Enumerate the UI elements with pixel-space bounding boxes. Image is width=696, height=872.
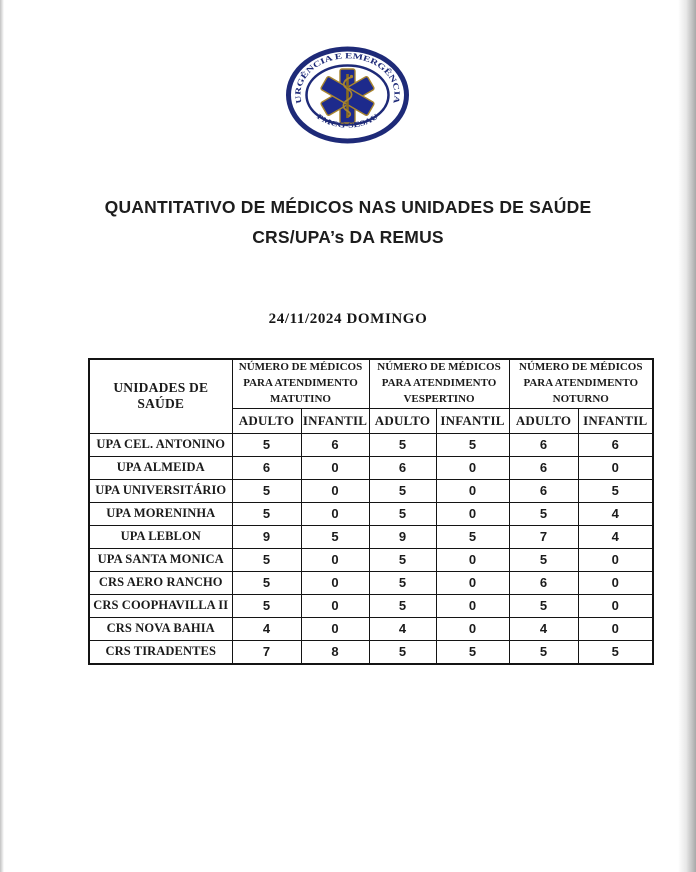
value-matutino-adulto: 5 — [232, 479, 301, 502]
value-noturno-infantil: 0 — [578, 456, 653, 479]
value-matutino-infantil: 0 — [301, 571, 369, 594]
subheader-noturno-adulto: ADULTO — [509, 408, 578, 433]
table-row — [89, 548, 653, 571]
unit-name: CRS AERO RANCHO — [89, 571, 232, 594]
star-of-life-logo-svg — [285, 45, 410, 145]
value-vespertino-adulto: 6 — [369, 456, 436, 479]
photo-edge-right — [678, 0, 696, 872]
value-matutino-adulto: 5 — [232, 502, 301, 525]
value-noturno-infantil: 4 — [578, 502, 653, 525]
value-vespertino-infantil: 0 — [436, 571, 509, 594]
page-title — [0, 192, 696, 252]
value-noturno-adulto: 6 — [509, 571, 578, 594]
value-vespertino-infantil: 0 — [436, 502, 509, 525]
table-row — [89, 502, 653, 525]
value-vespertino-adulto: 5 — [369, 640, 436, 664]
value-matutino-infantil: 0 — [301, 456, 369, 479]
table-header — [89, 359, 653, 433]
value-vespertino-adulto: 5 — [369, 433, 436, 456]
value-vespertino-adulto: 5 — [369, 502, 436, 525]
unit-name: CRS TIRADENTES — [89, 640, 232, 664]
unit-name: UPA MORENINHA — [89, 502, 232, 525]
unit-name: CRS NOVA BAHIA — [89, 617, 232, 640]
subheader-matutino-infantil: INFANTIL — [301, 408, 369, 433]
value-noturno-infantil: 0 — [578, 548, 653, 571]
value-noturno-adulto: 5 — [509, 548, 578, 571]
value-noturno-infantil: 0 — [578, 594, 653, 617]
value-vespertino-adulto: 4 — [369, 617, 436, 640]
value-matutino-infantil: 6 — [301, 433, 369, 456]
table-row — [89, 571, 653, 594]
table-row — [89, 617, 653, 640]
column-header-vespertino: NÚMERO DE MÉDICOS PARA ATENDIMENTO VESPERTINO — [369, 359, 509, 408]
value-noturno-adulto: 6 — [509, 456, 578, 479]
value-matutino-adulto: 9 — [232, 525, 301, 548]
value-matutino-infantil: 0 — [301, 548, 369, 571]
value-matutino-adulto: 4 — [232, 617, 301, 640]
value-noturno-infantil: 4 — [578, 525, 653, 548]
table-row — [89, 456, 653, 479]
page-title-line1: QUANTITATIVO DE MÉDICOS NAS UNIDADES DE SAÚDE — [104, 197, 592, 217]
value-noturno-adulto: 4 — [509, 617, 578, 640]
page-title-line2: CRS/UPA’s DA REMUS — [252, 227, 444, 247]
unit-name: UPA CEL. ANTONINO — [89, 433, 232, 456]
logo-arc-text: URGÊNCIA E EMERGÊNCIA — [293, 51, 402, 105]
value-noturno-infantil: 6 — [578, 433, 653, 456]
value-vespertino-adulto: 9 — [369, 525, 436, 548]
unit-name: UPA ALMEIDA — [89, 456, 232, 479]
value-matutino-infantil: 0 — [301, 479, 369, 502]
value-matutino-infantil: 8 — [301, 640, 369, 664]
subheader-vespertino-infantil: INFANTIL — [436, 408, 509, 433]
column-header-units: UNIDADES DE SAÚDE — [89, 359, 232, 433]
value-noturno-infantil: 0 — [578, 571, 653, 594]
table-row — [89, 525, 653, 548]
column-header-matutino: NÚMERO DE MÉDICOS PARA ATENDIMENTO MATUTINO — [232, 359, 369, 408]
subheader-matutino-adulto: ADULTO — [232, 408, 301, 433]
value-matutino-infantil: 0 — [301, 502, 369, 525]
value-noturno-adulto: 6 — [509, 479, 578, 502]
value-matutino-adulto: 5 — [232, 548, 301, 571]
value-vespertino-infantil: 5 — [436, 640, 509, 664]
value-vespertino-adulto: 5 — [369, 479, 436, 502]
doctors-count-table — [88, 358, 654, 665]
group-header-row — [89, 359, 653, 408]
value-matutino-adulto: 6 — [232, 456, 301, 479]
value-matutino-adulto: 5 — [232, 571, 301, 594]
value-vespertino-infantil: 5 — [436, 433, 509, 456]
unit-name: UPA SANTA MONICA — [89, 548, 232, 571]
value-matutino-adulto: 5 — [232, 594, 301, 617]
value-vespertino-infantil: 5 — [436, 525, 509, 548]
value-vespertino-infantil: 0 — [436, 479, 509, 502]
value-matutino-infantil: 5 — [301, 525, 369, 548]
column-header-noturno: NÚMERO DE MÉDICOS PARA ATENDIMENTO NOTURNO — [509, 359, 653, 408]
value-noturno-infantil: 0 — [578, 617, 653, 640]
photo-edge-left — [0, 0, 4, 872]
value-matutino-infantil: 0 — [301, 617, 369, 640]
value-noturno-adulto: 5 — [509, 640, 578, 664]
value-vespertino-infantil: 0 — [436, 617, 509, 640]
value-noturno-infantil: 5 — [578, 479, 653, 502]
value-noturno-adulto: 5 — [509, 594, 578, 617]
value-vespertino-infantil: 0 — [436, 594, 509, 617]
value-vespertino-adulto: 5 — [369, 594, 436, 617]
unit-name: UPA UNIVERSITÁRIO — [89, 479, 232, 502]
table-row — [89, 433, 653, 456]
urgencia-emergencia-emblem — [285, 45, 410, 145]
table-body — [89, 433, 653, 664]
date-heading: 24/11/2024 DOMINGO — [268, 311, 428, 327]
value-vespertino-adulto: 5 — [369, 548, 436, 571]
logo-banner-text: PMCG-SESAU — [315, 111, 379, 130]
value-noturno-infantil: 5 — [578, 640, 653, 664]
unit-name: UPA LEBLON — [89, 525, 232, 548]
value-matutino-adulto: 7 — [232, 640, 301, 664]
subheader-noturno-infantil: INFANTIL — [578, 408, 653, 433]
value-vespertino-infantil: 0 — [436, 456, 509, 479]
table-row — [89, 479, 653, 502]
value-vespertino-adulto: 5 — [369, 571, 436, 594]
unit-name: CRS COOPHAVILLA II — [89, 594, 232, 617]
value-noturno-adulto: 6 — [509, 433, 578, 456]
table-row — [89, 640, 653, 664]
table-row — [89, 594, 653, 617]
value-matutino-adulto: 5 — [232, 433, 301, 456]
value-noturno-adulto: 5 — [509, 502, 578, 525]
value-vespertino-infantil: 0 — [436, 548, 509, 571]
subheader-vespertino-adulto: ADULTO — [369, 408, 436, 433]
value-matutino-infantil: 0 — [301, 594, 369, 617]
value-noturno-adulto: 7 — [509, 525, 578, 548]
